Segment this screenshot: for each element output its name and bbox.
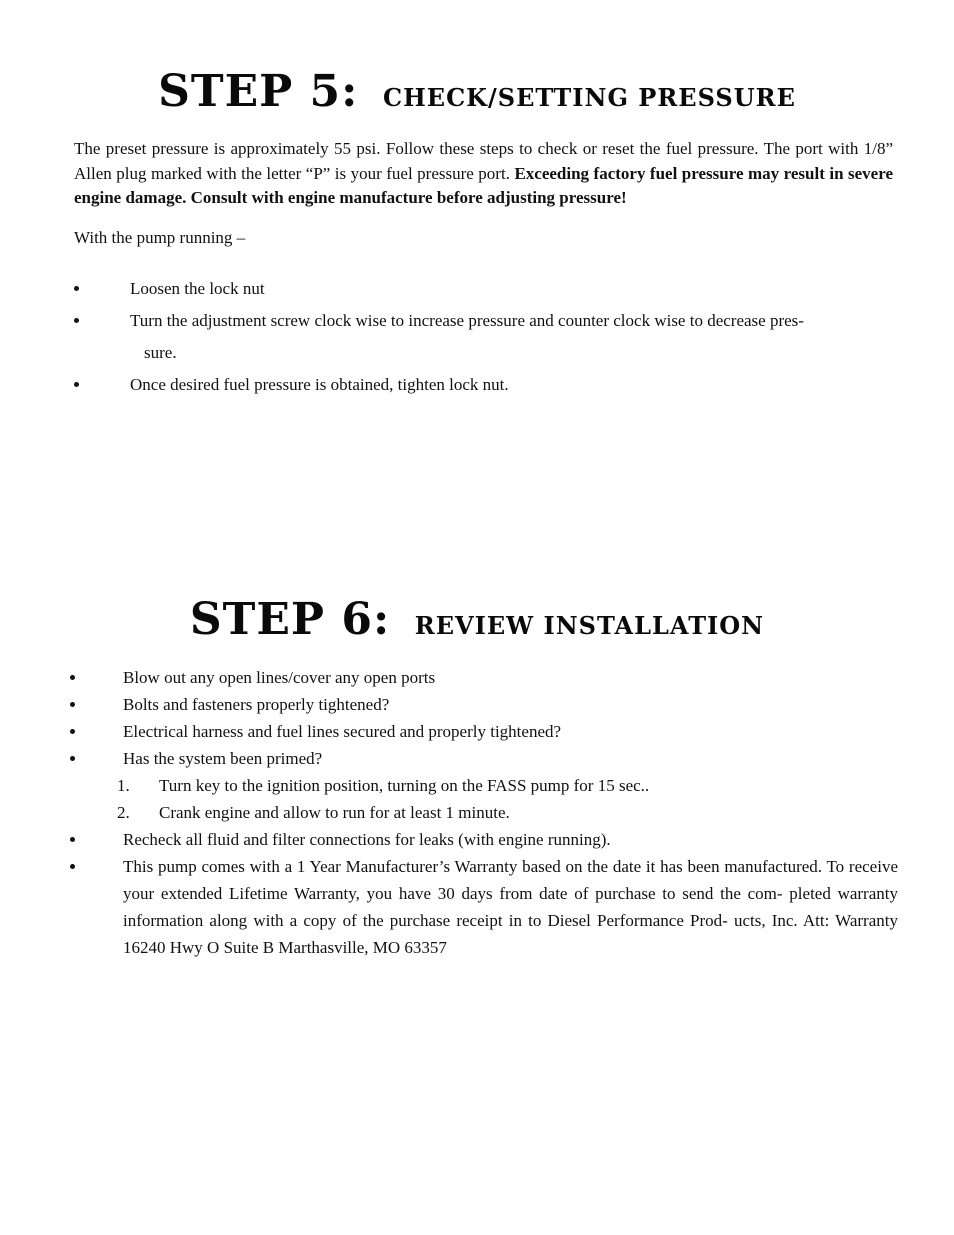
numbered-item-text: Turn key to the ignition position, turning on the FASS pump for 15 sec.. xyxy=(159,776,650,795)
step5-with-pump-running: With the pump running – xyxy=(74,228,246,247)
step5-subtitle: CHECK/SETTING PRESSURE xyxy=(383,83,796,112)
numbered-item xyxy=(68,799,898,826)
list-item-text: Bolts and fasteners properly tightened? xyxy=(123,695,390,714)
list-item-text: Once desired fuel pressure is obtained, tighten lock nut. xyxy=(130,375,509,394)
list-item-text-continued: sure. xyxy=(144,343,177,362)
item-number: 1. xyxy=(117,776,130,795)
list-item xyxy=(68,853,898,961)
list-item-text: Electrical harness and fuel lines secured and properly tightened? xyxy=(123,722,562,741)
step6-heading xyxy=(0,594,954,645)
list-item xyxy=(74,273,894,305)
list-item xyxy=(68,691,898,718)
list-item xyxy=(68,745,898,772)
list-item-text: This pump comes with a 1 Year Manufacturer’s Warranty based on the date it has been manufactured. To receive your extended Lifetime Warranty, you have 30 days from date of purchase to send the com- pleted warranty information along with a copy of the purchase receipt in to Diesel Performance Prod- ucts, Inc. Att: Warranty 16240 Hwy O Suite B Marthasville, MO 63357 xyxy=(123,857,898,957)
bullet-icon xyxy=(70,729,75,734)
list-item xyxy=(68,826,898,853)
list-item xyxy=(68,718,898,745)
numbered-item-text: Crank engine and allow to run for at least 1 minute. xyxy=(159,803,510,822)
list-item-text: Loosen the lock nut xyxy=(130,279,265,298)
list-item-text: Recheck all fluid and filter connections for leaks (with engine running). xyxy=(123,830,611,849)
bullet-icon xyxy=(70,864,75,869)
list-item-text: Has the system been primed? xyxy=(123,749,323,768)
list-item xyxy=(68,664,898,691)
list-item-text: Blow out any open lines/cover any open ports xyxy=(123,668,436,687)
bullet-icon xyxy=(70,756,75,761)
numbered-item xyxy=(68,772,898,799)
step5-warning-text: Exceeding factory fuel pressure may result in severe engine damage. Consult with engine manufacture before adjusting pressure! xyxy=(74,163,893,207)
bullet-icon xyxy=(70,675,75,680)
step5-bullet-list xyxy=(74,273,894,401)
bullet-icon xyxy=(74,382,79,387)
step6-bullet-list xyxy=(68,664,898,961)
bullet-icon xyxy=(70,837,75,842)
list-item xyxy=(74,305,894,369)
list-item-text: Turn the adjustment screw clock wise to increase pressure and counter clock wise to decrease pres- xyxy=(130,311,804,330)
step5-heading xyxy=(0,66,954,117)
bullet-icon xyxy=(74,318,79,323)
step5-title: STEP 5: xyxy=(158,66,359,117)
item-number: 2. xyxy=(117,803,130,822)
bullet-icon xyxy=(74,286,79,291)
step5-intro-paragraph xyxy=(74,137,893,211)
list-item xyxy=(74,369,894,401)
step6-title: STEP 6: xyxy=(189,594,391,645)
bullet-icon xyxy=(70,702,75,707)
step6-subtitle: REVIEW INSTALLATION xyxy=(414,611,765,640)
step5-intro-text: The preset pressure is approximately 55 psi. Follow these steps to check or reset the fuel pressure. The port with 1/8” Allen plug marked with the letter “P” is your fuel pressure port. xyxy=(74,139,893,183)
